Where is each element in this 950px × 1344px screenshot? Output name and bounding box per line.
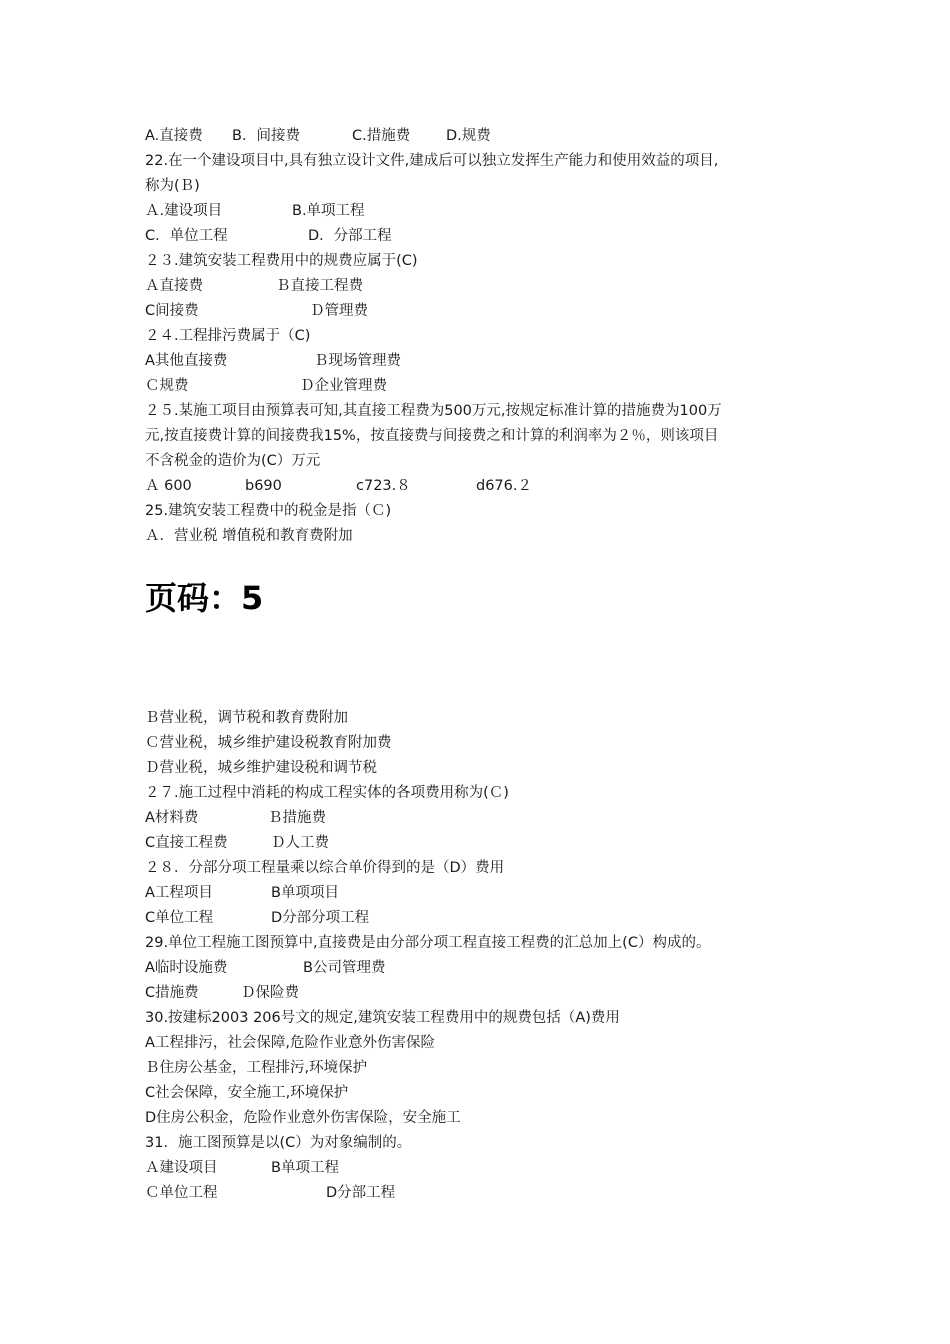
- q25-option-a: Ａ 600: [145, 478, 192, 494]
- q28-text: ２８．分部分项工程量乘以综合单价得到的是（D）费用: [145, 860, 505, 876]
- q30-option-c: C社会保障，安全施工,环境保护: [145, 1085, 349, 1101]
- q24-option-b: Ｂ现场管理费: [314, 353, 401, 369]
- q25-option-d: d676.２: [476, 478, 532, 494]
- q25-text-line2: 元,按直接费计算的间接费我15%，按直接费与间接费之和计算的利润率为２％，则该项目: [145, 428, 719, 444]
- q29-option-d: Ｄ保险费: [241, 985, 299, 1001]
- q31-option-c: Ｃ单位工程: [145, 1185, 218, 1201]
- q21-option-d: D.规费: [446, 128, 491, 144]
- q21-option-a: A.直接费: [145, 128, 203, 144]
- q23-option-d: Ｄ管理费: [310, 303, 368, 319]
- q22-text-line1: 22.在一个建设项目中,具有独立设计文件,建成后可以独立发挥生产能力和使用效益的项目,: [145, 153, 719, 169]
- q23-option-b: Ｂ直接工程费: [276, 278, 363, 294]
- page-number-heading: 页码：5: [145, 579, 264, 617]
- q21-option-c: C.措施费: [352, 128, 411, 144]
- q27-option-c: C直接工程费: [145, 835, 228, 851]
- q24-option-d: Ｄ企业管理费: [300, 378, 387, 394]
- q28-option-d: D分部分项工程: [271, 910, 370, 926]
- q24-option-a: A其他直接费: [145, 353, 228, 369]
- q27-option-d: Ｄ人工费: [271, 835, 329, 851]
- q27-option-a: A材料费: [145, 810, 199, 826]
- q28-option-b: B单项项目: [271, 885, 339, 901]
- q26-option-d: Ｄ营业税，城乡维护建设税和调节税: [145, 760, 377, 776]
- q24-text: ２４.工程排污费属于（C): [145, 328, 311, 344]
- q26-text: 25.建筑安装工程费中的税金是指（Ｃ): [145, 503, 392, 519]
- q26-option-c: Ｃ营业税，城乡维护建设税教育附加费: [145, 735, 392, 751]
- q31-option-d: D分部工程: [326, 1185, 396, 1201]
- q30-option-b: Ｂ住房公基金，工程排污,环境保护: [145, 1060, 368, 1076]
- q25-option-b: b690: [245, 478, 282, 494]
- q23-option-c: C间接费: [145, 303, 199, 319]
- q30-text: 30.按建标2003 206号文的规定,建筑安装工程费用中的规费包括（A)费用: [145, 1010, 620, 1026]
- q23-option-a: Ａ直接费: [145, 278, 203, 294]
- q29-option-a: A临时设施费: [145, 960, 228, 976]
- q25-text-line3: 不含税金的造价为(C）万元: [145, 453, 321, 469]
- q22-option-d: D．分部工程: [308, 228, 392, 244]
- q27-option-b: Ｂ措施费: [268, 810, 326, 826]
- q22-option-a: Ａ.建设项目: [145, 203, 223, 219]
- q28-option-a: A工程项目: [145, 885, 213, 901]
- q28-option-c: C单位工程: [145, 910, 214, 926]
- q25-text-line1: ２５.某施工项目由预算表可知,其直接工程费为500万元,按规定标准计算的措施费为100万: [145, 403, 722, 419]
- q26-option-a: Ａ．营业税 增值税和教育费附加: [145, 528, 353, 544]
- q21-option-b: B．间接费: [232, 128, 300, 144]
- q29-option-b: B公司管理费: [303, 960, 386, 976]
- q31-text: 31．施工图预算是以(C）为对象编制的。: [145, 1135, 412, 1151]
- q31-option-b: B单项工程: [271, 1160, 339, 1176]
- q30-option-d: D住房公积金，危险作业意外伤害保险，安全施工: [145, 1110, 461, 1126]
- q22-option-b: B.单项工程: [292, 203, 365, 219]
- q31-option-a: Ａ建设项目: [145, 1160, 218, 1176]
- q22-text-line2: 称为(Ｂ): [145, 178, 200, 194]
- q29-option-c: C措施费: [145, 985, 199, 1001]
- q24-option-c: Ｃ规费: [145, 378, 189, 394]
- q30-option-a: A工程排污，社会保障,危险作业意外伤害保险: [145, 1035, 436, 1051]
- q22-option-c: C．单位工程: [145, 228, 228, 244]
- q29-text: 29.单位工程施工图预算中,直接费是由分部分项工程直接工程费的汇总加上(C）构成的。: [145, 935, 711, 951]
- q26-option-b: Ｂ营业税，调节税和教育费附加: [145, 710, 348, 726]
- q23-text: ２３.建筑安装工程费用中的规费应属于(C): [145, 253, 418, 269]
- q25-option-c: c723.８: [356, 478, 411, 494]
- q27-text: ２７.施工过程中消耗的构成工程实体的各项费用称为(Ｃ): [145, 785, 509, 801]
